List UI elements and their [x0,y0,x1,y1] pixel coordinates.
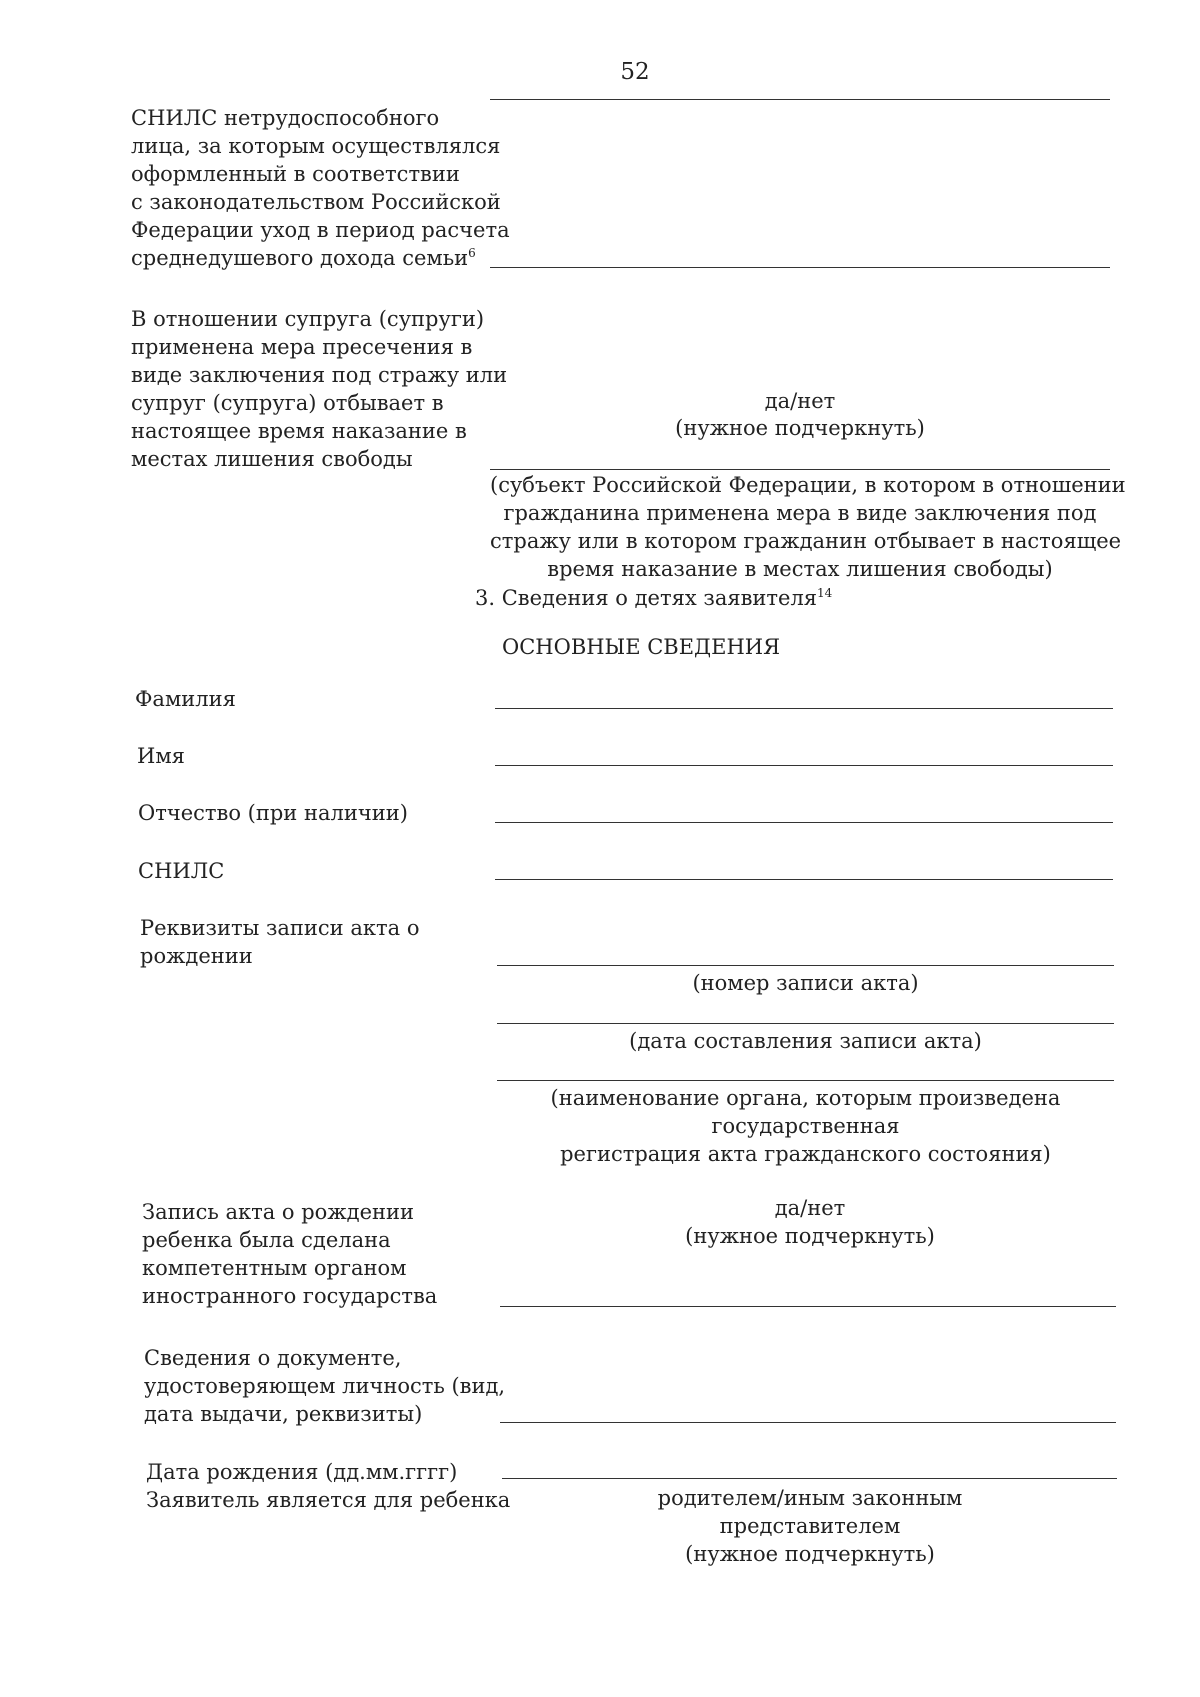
snils-care-input-line[interactable] [490,267,1110,268]
surname-input-line[interactable] [495,708,1113,709]
footnote-14: 14 [817,586,833,600]
footnote-6: 6 [468,246,476,260]
surname-label: Фамилия [135,687,236,711]
applicant-role-choice-hint: (нужное подчеркнуть) [685,1542,935,1566]
document-page: 52 СНИЛС нетрудоспособного лица, за которым осуществлялся оформленный в соответствии с законодательством Российской Федерации уход в период расчета среднедушевого дохода семьи$^6$ В отношении супруга (супруги) применена мера пресечения в виде заключения под стражу или супруг (супруга) отбывает в настоящее время наказание в местах лишения свободы да/нет (нужное подчеркнуть) (субъект Российской Федерации, в котором в отношении гражданина применена мера в виде заключения под стражу или в котором гражданин отбывает в настоящее время наказание в местах лишения свободы) 3. Сведения о детях заявителя$^{14}$ ОСНОВНЫЕ СВЕДЕНИЯ Фамилия Имя Отчество (при наличии) СНИЛС Реквизиты записи акта о рождении (номер записи акта) (дата составления записи акта) (наименование органа, которым произведена государственная регистрация акта гражданского состояния) Запись акта о рождении ребенка была сделана компетентным органом иностранного государства да/нет (нужное подчеркнуть) Сведения о документе, удостоверяющем личность (вид, дата выдачи, реквизиты) Дата рождения (дд.мм.гггг) Заявитель является для ребенка родителем/иным законным представителем (нужное подчеркнуть) [131,59,1126,1566]
applicant-role-label: Заявитель является для ребенка [146,1488,511,1512]
spouse-region-input-line[interactable] [490,469,1110,470]
snils-input-line[interactable] [495,879,1113,880]
patronymic-input-line[interactable] [495,822,1113,823]
birth-record-number-hint: (номер записи акта) [692,971,919,995]
birth-record-date-line[interactable] [497,1023,1114,1024]
name-label: Имя [137,744,185,768]
section-3-title: 3. Сведения о детях заявителя$^{14}$ [475,586,833,610]
page-number: 52 [620,59,650,85]
birth-record-authority-line[interactable] [497,1080,1114,1081]
foreign-record-choice-hint: (нужное подчеркнуть) [685,1224,935,1248]
snils-label: СНИЛС [138,859,225,883]
birth-record-number-line[interactable] [497,965,1114,966]
top-rule [490,99,1110,100]
spouse-detention-choice-hint: (нужное подчеркнуть) [675,416,925,440]
foreign-record-line[interactable] [500,1306,1116,1307]
spouse-detention-choice[interactable]: да/нет [764,389,836,413]
birth-date-input-line[interactable] [502,1478,1117,1479]
birth-record-date-hint: (дата составления записи акта) [629,1029,982,1053]
name-input-line[interactable] [495,765,1113,766]
birth-date-label: Дата рождения (дд.мм.гггг) [146,1460,458,1484]
patronymic-label: Отчество (при наличии) [138,801,408,825]
section-3-subtitle: ОСНОВНЫЕ СВЕДЕНИЯ [502,635,781,659]
foreign-record-choice[interactable]: да/нет [774,1196,846,1220]
id-document-input-line[interactable] [500,1422,1116,1423]
